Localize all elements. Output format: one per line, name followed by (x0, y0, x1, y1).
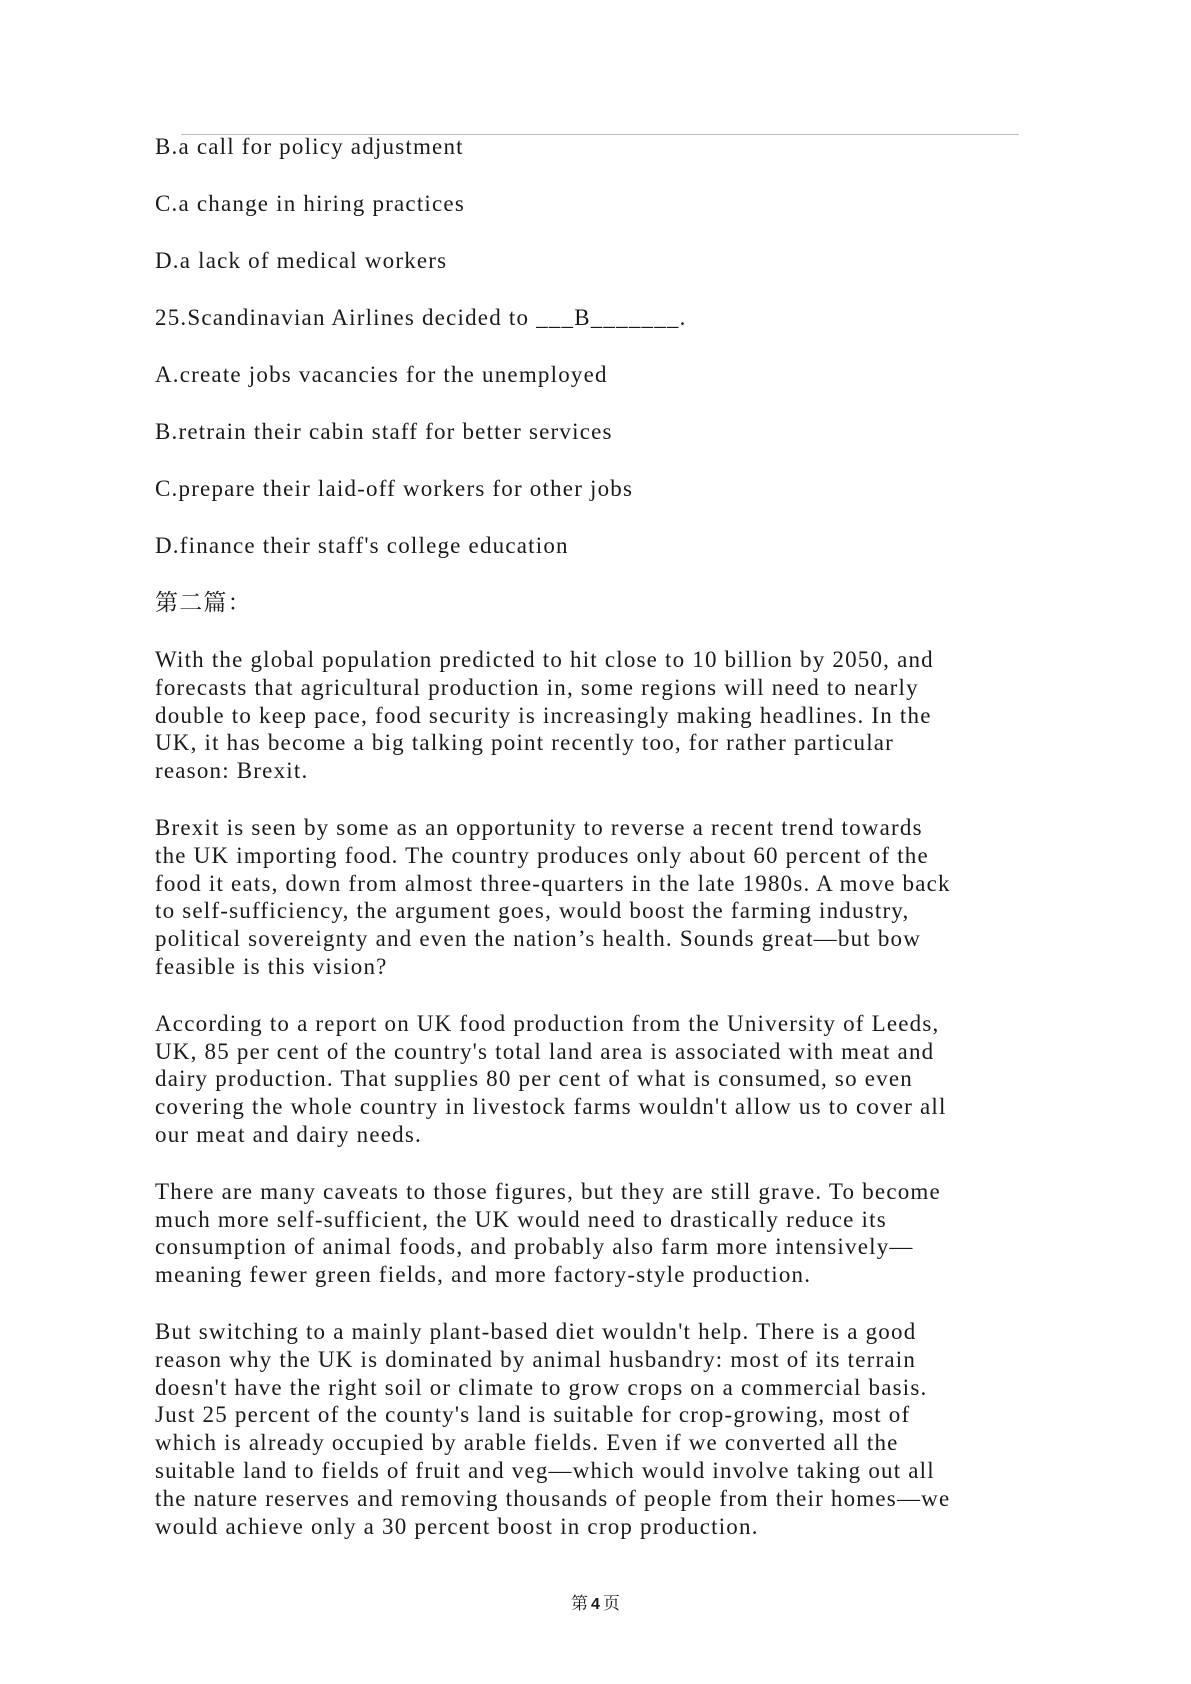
footer-suffix: 页 (602, 1594, 620, 1613)
paragraph-line: Brexit is seen by some as an opportunity to reverse a recent trend towards (155, 814, 923, 840)
option-q24-b: B.a call for policy adjustment (155, 134, 464, 159)
paragraph-line: political sovereignty and even the nation’s health. Sounds great—but bow (155, 926, 922, 952)
option-q24-c: C.a change in hiring practices (155, 191, 465, 216)
paragraph-line: Just 25 percent of the county's land is suitable for crop-growing, most of (155, 1402, 911, 1428)
option-q25-a: A.create jobs vacancies for the unemployed (155, 362, 608, 387)
paragraph-4 (155, 1178, 1055, 1289)
page-content (155, 133, 1055, 1569)
option-q24-d: D.a lack of medical workers (155, 248, 448, 273)
paragraph-1 (155, 646, 1055, 785)
paragraph-line: With the global population predicted to hit close to 10 billion by 2050, and (155, 647, 934, 672)
paragraph-line: suitable land to fields of fruit and veg—which would involve taking out all (155, 1457, 935, 1483)
paragraph-5 (155, 1318, 1055, 1540)
paragraph-line: doesn't have the right soil or climate to grow crops on a commercial basis. (155, 1374, 928, 1400)
paragraph-line: which is already occupied by arable fields. Even if we converted all the (155, 1430, 899, 1456)
paragraph-line: covering the whole country in livestock farms wouldn't allow us to cover all (155, 1094, 947, 1120)
paragraph-line: our meat and dairy needs. (155, 1121, 422, 1147)
paragraph-line: food it eats, down from almost three-quarters in the late 1980s. A move back (155, 870, 951, 896)
paragraph-line: feasible is this vision? (155, 953, 388, 979)
question-25-stem: 25.Scandinavian Airlines decided to ___B_______. (155, 305, 687, 330)
paragraph-line: would achieve only a 30 percent boost in crop production. (155, 1513, 759, 1539)
footer-prefix: 第 (571, 1594, 589, 1613)
paragraph-line: UK, it has become a big talking point recently too, for rather particular (155, 730, 895, 756)
option-q25-b: B.retrain their cabin staff for better services (155, 419, 613, 444)
section-heading: 第二篇： (155, 590, 252, 615)
paragraph-line: But switching to a mainly plant-based diet wouldn't help. There is a good (155, 1318, 917, 1344)
paragraph-line: forecasts that agricultural production in, some regions will need to nearly (155, 674, 919, 700)
paragraph-line: There are many caveats to those figures, but they are still grave. To become (155, 1178, 941, 1204)
paragraph-line: much more self-sufficient, the UK would need to drastically reduce its (155, 1206, 887, 1232)
paragraph-line: double to keep pace, food security is increasingly making headlines. In the (155, 702, 932, 728)
paragraph-line: UK, 85 per cent of the country's total land area is associated with meat and (155, 1038, 935, 1064)
paragraph-3 (155, 1010, 1055, 1149)
paragraph-2 (155, 814, 1055, 981)
option-q25-d: D.finance their staff's college education (155, 533, 569, 558)
paragraph-line: dairy production. That supplies 80 per cent of what is consumed, so even (155, 1066, 913, 1092)
paragraph-line: According to a report on UK food production from the University of Leeds, (155, 1010, 940, 1036)
paragraph-line: the UK importing food. The country produces only about 60 percent of the (155, 842, 929, 868)
paragraph-line: reason why the UK is dominated by animal husbandry: most of its terrain (155, 1346, 917, 1372)
paragraph-line: meaning fewer green fields, and more factory-style production. (155, 1262, 812, 1288)
paragraph-line: consumption of animal foods, and probably also farm more intensively— (155, 1234, 914, 1260)
page-number: 4 (591, 1596, 600, 1613)
page-footer (0, 1593, 1191, 1616)
paragraph-line: the nature reserves and removing thousands of people from their homes—we (155, 1485, 951, 1511)
option-q25-c: C.prepare their laid-off workers for other jobs (155, 476, 634, 501)
paragraph-line: to self-sufficiency, the argument goes, would boost the farming industry, (155, 898, 910, 924)
paragraph-line: reason: Brexit. (155, 758, 309, 784)
